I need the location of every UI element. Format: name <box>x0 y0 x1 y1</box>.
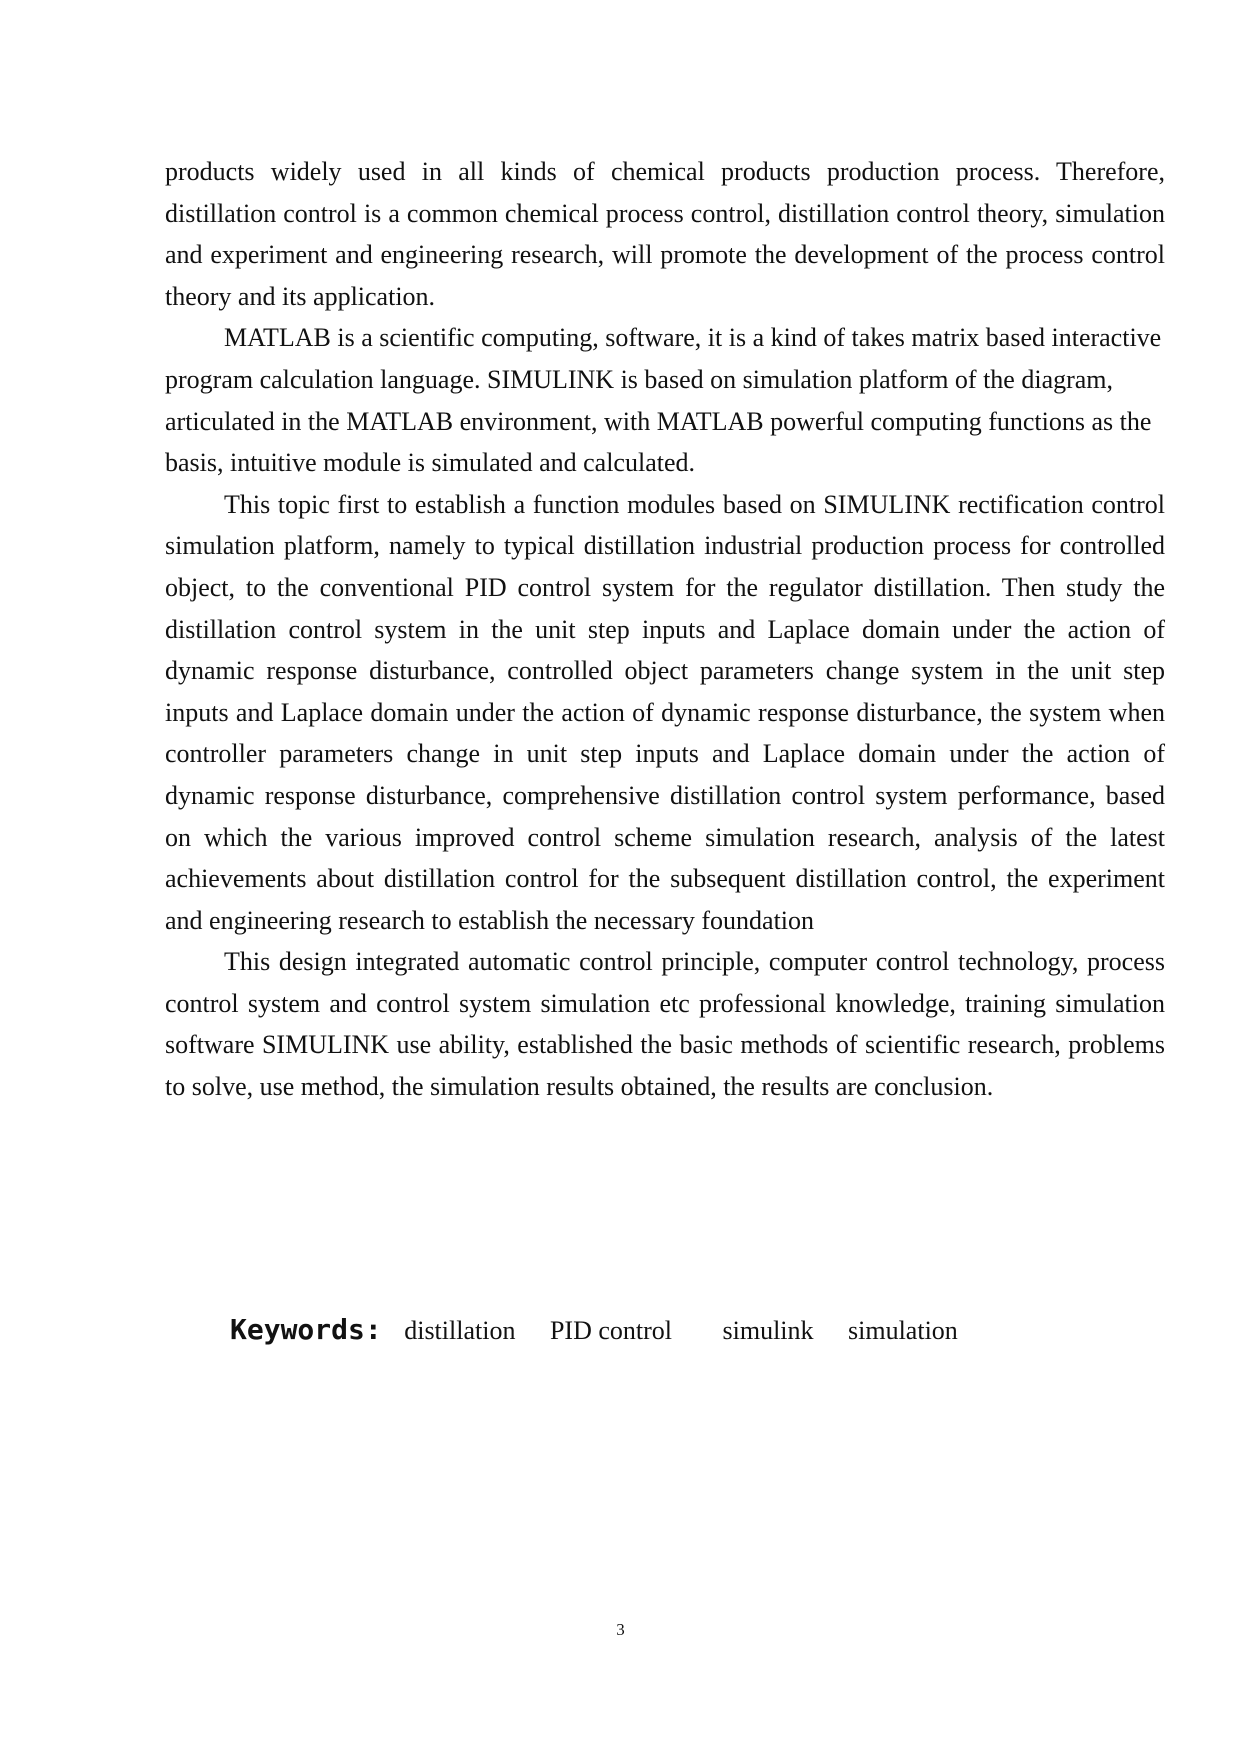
paragraph-2: MATLAB is a scientific computing, software, it is a kind of takes matrix based interactive program calculation language. SIMULINK is based on simulation platform of the diagram, articulated in the MATLAB environment, with MATLAB powerful computing functions as the basis, intuitive module is simulated and calculated. <box>165 323 1162 478</box>
keyword-term: simulink <box>722 1316 814 1345</box>
abstract-body <box>165 151 1165 1108</box>
keywords-label: Keywords: <box>230 1313 382 1346</box>
keyword-term: distillation <box>404 1316 516 1345</box>
paragraph-3: This topic first to establish a function modules based on SIMULINK rectification control simulation platform, namely to typical distillation industrial production process for controlled object, to the conventional PID control system for the regulator distillation. Then study the distillation control system in the unit step inputs and Laplace domain under the action of dynamic response disturbance, controlled object parameters change system in the unit step inputs and Laplace domain under the action of dynamic response disturbance, the system when controller parameters change in unit step inputs and Laplace domain under the action of dynamic response disturbance, comprehensive distillation control system performance, based on which the various improved control scheme simulation research, analysis of the latest achievements about distillation control for the subsequent distillation control, the experiment and engineering research to establish the necessary foundation <box>165 489 1165 935</box>
paragraph-4: This design integrated automatic control principle, computer control technology, process control system and control system simulation etc professional knowledge, training simulation software SIMULINK use ability, established the basic methods of scientific research, problems to solve, use method, the simulation results obtained, the results are conclusion. <box>165 947 1165 1102</box>
keyword-term: PID control <box>549 1316 672 1345</box>
paragraph-1: products widely used in all kinds of chemical products production process. Therefore, distillation control is a common chemical process control, distillation control theory, simulation and experiment and engineering research, will promote the development of the process control theory and its application. <box>165 157 1165 311</box>
keywords-line <box>230 1310 958 1351</box>
keyword-term: simulation <box>848 1316 958 1345</box>
page-number: 3 <box>616 1620 625 1639</box>
